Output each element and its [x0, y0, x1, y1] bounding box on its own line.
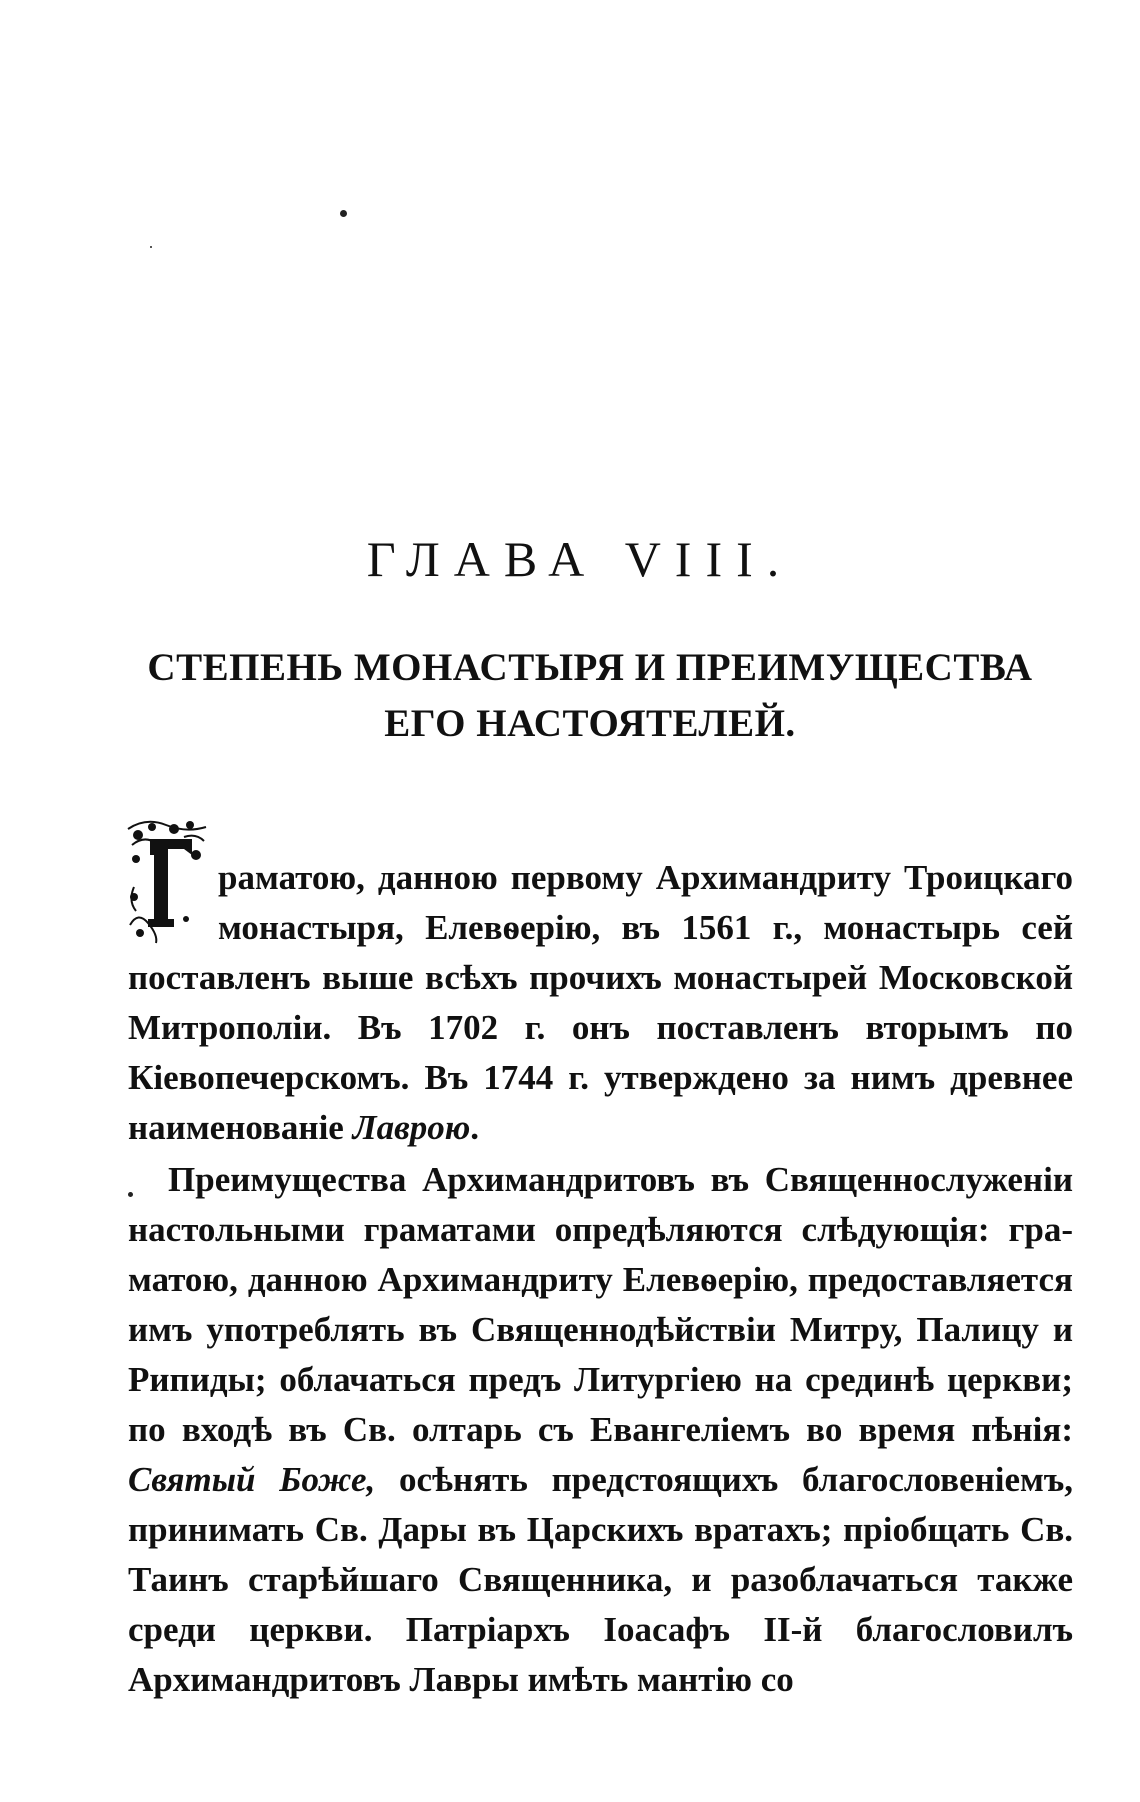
paragraph-first-italic: Лаврою — [352, 1108, 471, 1147]
chapter-title: ГЛАВА VIII. — [366, 531, 794, 587]
paragraph-first — [128, 853, 1073, 1153]
print-speck — [150, 246, 152, 248]
paragraph-first-text: раматою, данною первому Архимандриту Троицкаго монастыря, Елевѳерію, въ 1561 г., монастырь сей поставленъ выше всѣхъ прочихъ монастырей Московской Митрополіи. Въ 1702 г. онъ поставленъ вторымъ по Кіевопечерскомъ. Въ 1744 г. утверждено за нимъ древнее наименованіе — [128, 858, 1073, 1147]
ornamental-initial-icon — [126, 815, 208, 951]
chapter-subtitle: СТЕПЕНЬ МОНАСТЫРЯ И ПРЕИМУЩЕСТВА ЕГО НАСТОЯТЕЛЕЙ. — [147, 646, 1033, 745]
paragraph-second-italic: Святый Боже, — [128, 1460, 376, 1499]
paragraph-second-tail: осѣнять предстоящихъ благословеніемъ, принимать Св. Дары въ Царскихъ вратахъ; пріобщать Св. Таинъ старѣйшаго Священника, и разоблачаться также среди церкви. Патріархъ Іоасафъ II-й благословилъ Архимандритовъ Лавры имѣть мантію со — [128, 1460, 1073, 1699]
paragraph-second-text: Преимущества Архимандритовъ въ Священнослуженіи настольными граматами опредѣляются слѣдующія: граматою, данною Архимандриту Елевѳерію, предоставляется имъ употреблять въ Священнодѣйствіи Митру, Палицу и Рипиды; облачаться предъ Литургіею на срединѣ церкви; по входѣ въ Св. олтарь съ Евангеліемъ во время пѣнія: — [128, 1160, 1073, 1449]
paragraph-second — [128, 1155, 1073, 1705]
print-speck — [340, 210, 347, 217]
paragraph-first-tail: . — [470, 1108, 480, 1147]
chapter-body — [128, 853, 1073, 1705]
